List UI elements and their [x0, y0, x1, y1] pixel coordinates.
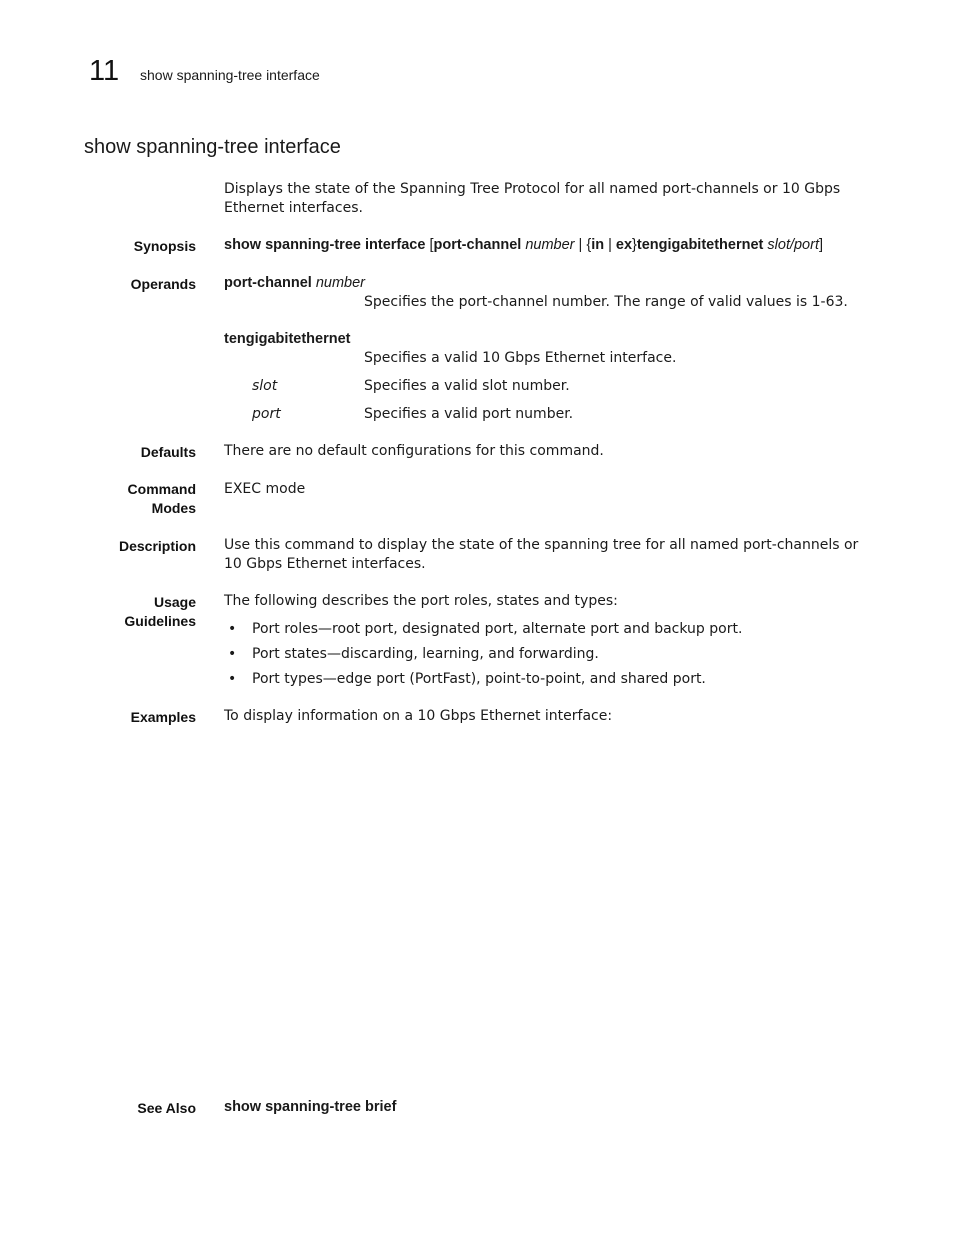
chapter-number: 11	[89, 55, 120, 87]
synopsis-label: Synopsis	[133, 238, 196, 254]
synopsis-slot-port: slot/port	[763, 237, 819, 253]
synopsis-command: show spanning-tree interface	[224, 237, 426, 253]
intro-text: Displays the state of the Spanning Tree Protocol for all named port-channels or 10 Gbps Ethernet interfaces.	[224, 181, 841, 216]
examples-label: Examples	[130, 709, 196, 725]
see-also-label: See Also	[137, 1100, 196, 1116]
usage-label-line2: Guidelines	[124, 612, 196, 629]
usage-label-line1: Usage	[153, 594, 196, 610]
description-text: Use this command to display the state of the spanning tree for all named port-channels or 10 Gbps Ethernet interfaces.	[224, 537, 859, 572]
synopsis-pipe: |	[604, 237, 616, 253]
bullet-icon: •	[228, 621, 237, 637]
synopsis-open-bracket: [	[425, 237, 434, 253]
operand-port-channel	[224, 274, 874, 293]
command-modes-label-line1: Command	[127, 481, 196, 497]
synopsis-close-bracket: ]	[818, 237, 824, 253]
list-item-text: Port states—discarding, learning, and forwarding.	[252, 646, 599, 662]
running-head: show spanning-tree interface	[140, 67, 320, 83]
command-modes-label-line2: Modes	[151, 499, 196, 516]
description-label: Description	[118, 538, 196, 554]
bullet-icon: •	[228, 671, 237, 687]
synopsis-number: number	[521, 237, 575, 253]
usage-guidelines-label	[76, 593, 196, 630]
operand-port-channel-arg: number	[311, 275, 366, 291]
command-modes-label	[76, 480, 196, 517]
bullet-icon: •	[228, 646, 237, 662]
synopsis-in: in	[591, 237, 605, 253]
operand-slot-term: slot	[252, 378, 278, 394]
operand-port-channel-desc: Specifies the port-channel number. The range of valid values is 1-63.	[364, 294, 848, 310]
synopsis-port-channel: port-channel	[433, 237, 522, 253]
command-modes-text: EXEC mode	[224, 481, 306, 497]
operand-tengigabitethernet: tengigabitethernet	[224, 331, 351, 347]
operands-label: Operands	[130, 276, 196, 292]
synopsis-pipe: | {	[574, 237, 592, 253]
defaults-label: Defaults	[140, 444, 196, 460]
page-title: show spanning-tree interface	[84, 136, 341, 158]
synopsis-close-brace: }	[632, 237, 637, 253]
synopsis-ex: ex	[615, 237, 633, 253]
examples-text: To display information on a 10 Gbps Ethernet interface:	[224, 708, 613, 724]
operand-port-term: port	[252, 406, 281, 422]
list-item-text: Port roles—root port, designated port, alternate port and backup port.	[252, 621, 743, 637]
operand-slot-desc: Specifies a valid slot number.	[364, 378, 570, 394]
operand-tengigabitethernet-desc: Specifies a valid 10 Gbps Ethernet interface.	[364, 350, 677, 366]
defaults-text: There are no default configurations for this command.	[224, 443, 604, 459]
list-item-text: Port types—edge port (PortFast), point-to-point, and shared port.	[252, 671, 706, 687]
operand-port-desc: Specifies a valid port number.	[364, 406, 574, 422]
see-also-link[interactable]: show spanning-tree brief	[224, 1099, 397, 1115]
synopsis-tengigabitethernet: tengigabitethernet	[636, 237, 764, 253]
synopsis-line	[224, 236, 874, 255]
usage-intro: The following describes the port roles, states and types:	[224, 593, 618, 609]
operand-port-channel-keyword: port-channel	[224, 275, 312, 291]
